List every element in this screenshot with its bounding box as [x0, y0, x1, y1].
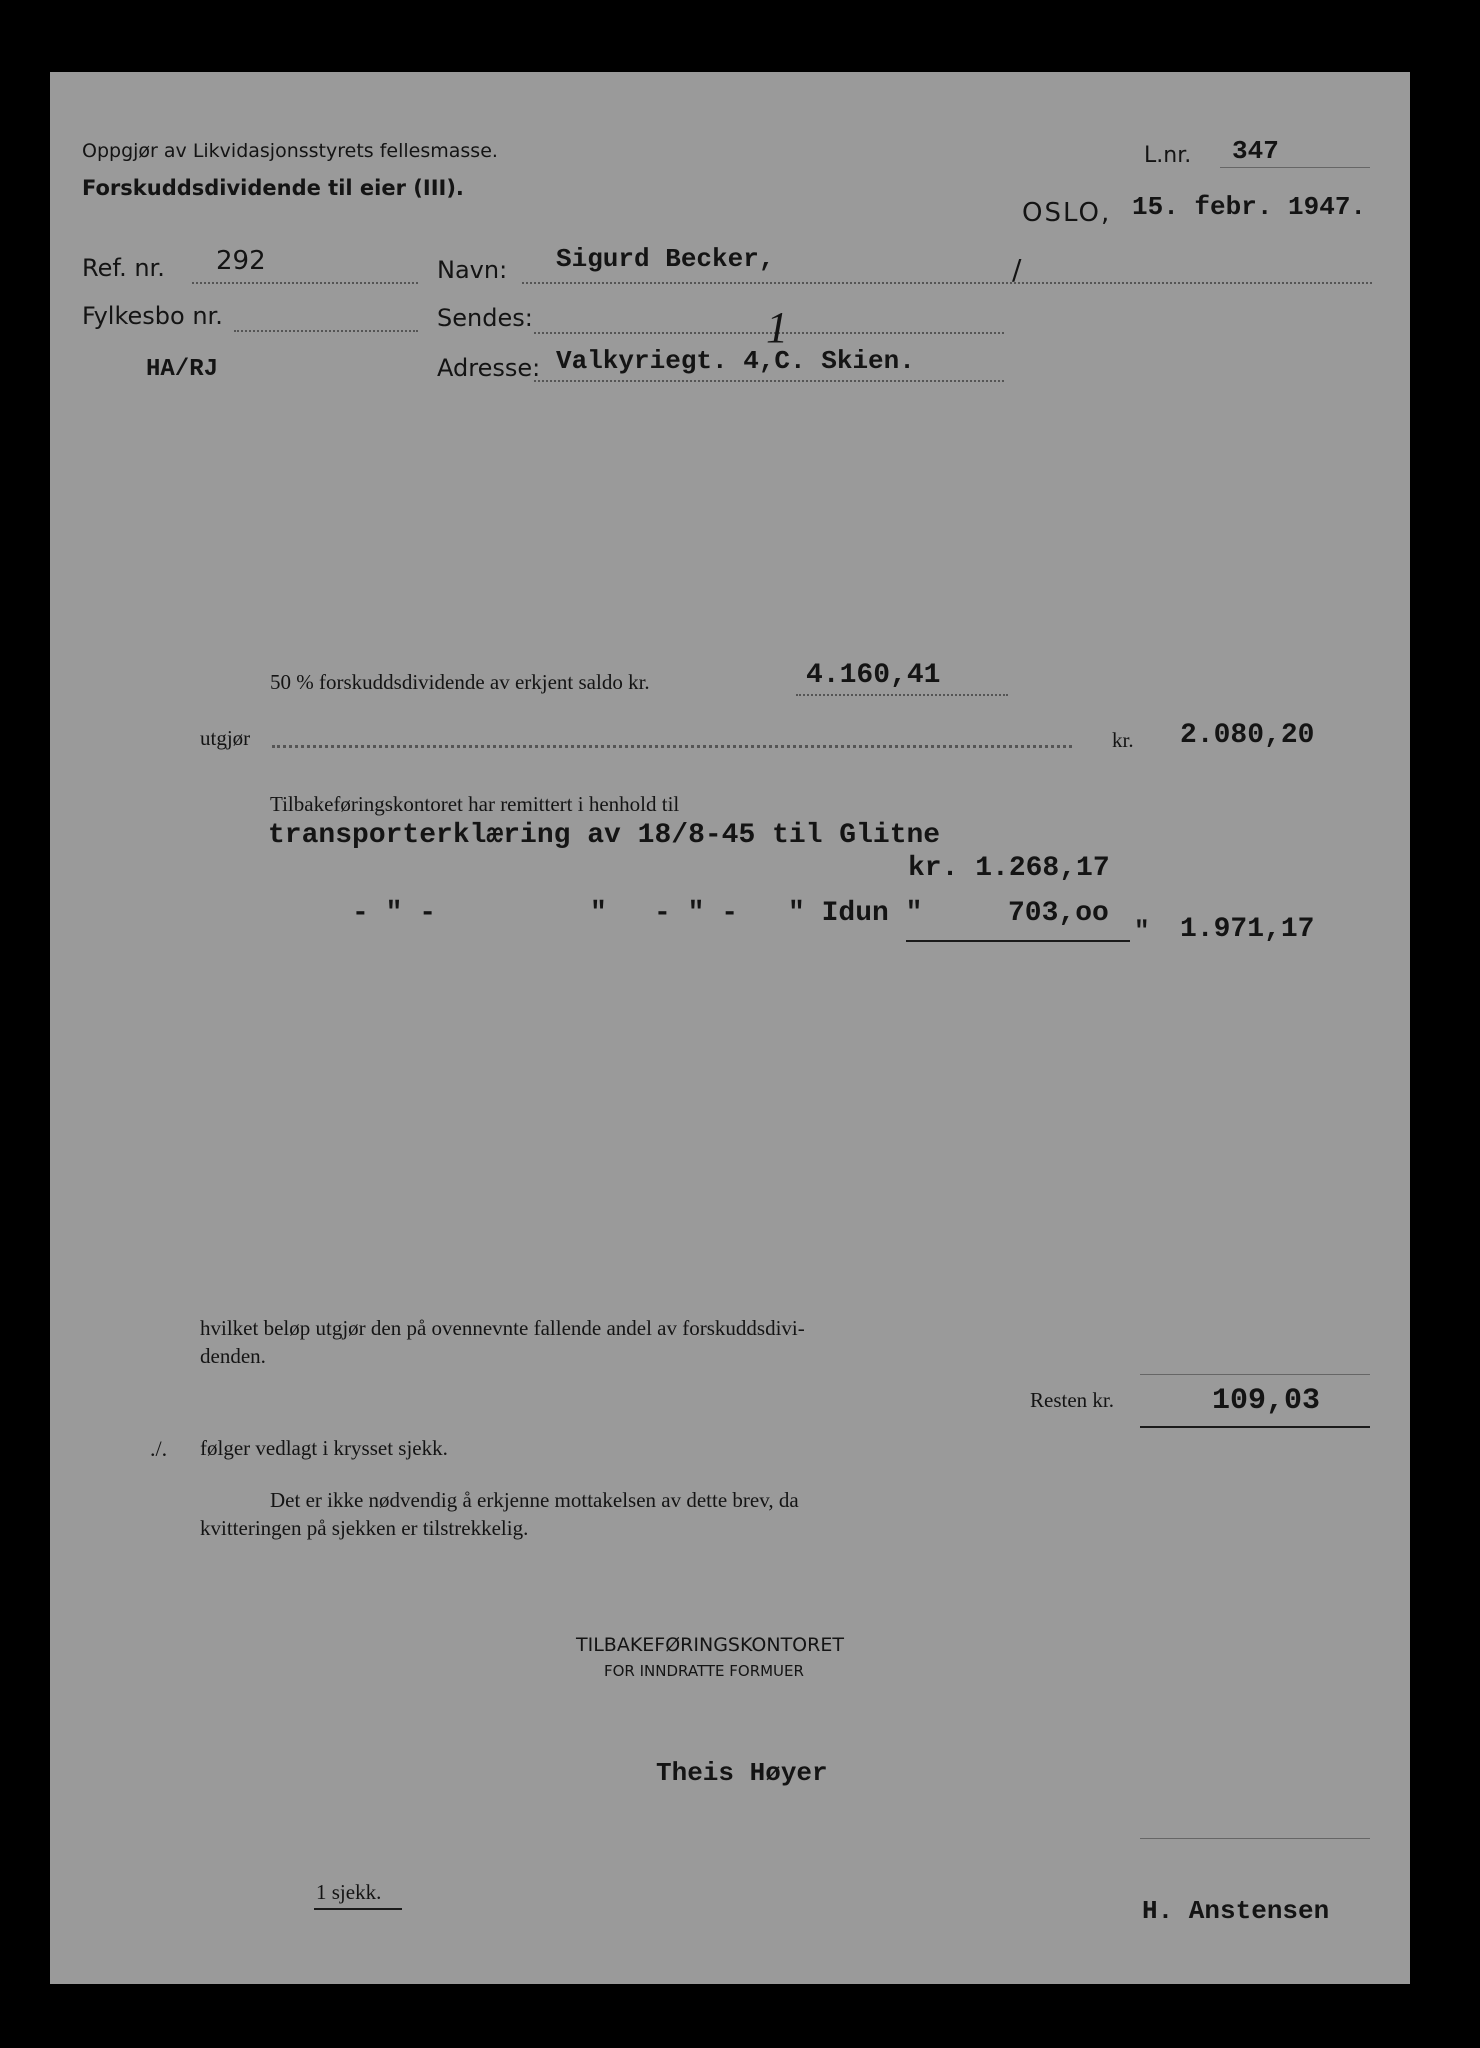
office-name: TILBAKEFØRINGSKONTORET [576, 1634, 844, 1656]
attachment-underline [314, 1908, 402, 1910]
ref-dots [192, 282, 418, 284]
fylkesbo-dots [234, 330, 418, 332]
remit-line2: transporterklæring av 18/8-45 til Glitne [268, 820, 941, 851]
signer-1: Theis Høyer [656, 1758, 828, 1788]
lnr-line [1220, 167, 1370, 168]
saldo-text: 50 % forskuddsdividende av erkjent saldo kr. [270, 670, 650, 694]
office-subtitle: FOR INNDRATTE FORMUER [604, 1662, 804, 1680]
resten-value: 109,03 [1212, 1384, 1321, 1418]
remit-line1: Tilbakeføringskontoret har remittert i henhold til [270, 792, 680, 816]
slash-mark: / [1012, 253, 1022, 286]
resten-label: Resten kr. [1030, 1388, 1114, 1412]
resten-top-rule [1140, 1374, 1370, 1375]
resten-rule [1140, 1426, 1370, 1428]
utgjor-leader [272, 745, 1072, 748]
fylkesbo-label: Fylkesbo nr. [82, 302, 223, 330]
adresse-label: Adresse: [437, 354, 541, 382]
navn-label: Navn: [437, 256, 508, 284]
ditto-mark-3: - " - [654, 898, 739, 929]
enclosure-mark: ./. [150, 1436, 168, 1461]
navn-value: Sigurd Becker, [556, 244, 775, 274]
utgjor-kr: kr. [1112, 728, 1134, 752]
navn-dots [522, 282, 1372, 284]
adresse-value: Valkyriegt. 4,C. Skien. [556, 346, 915, 376]
adresse-dots [534, 380, 1004, 382]
enclosed-text: følger vedlagt i krysset sjekk. [200, 1436, 448, 1460]
para-line1: hvilket beløp utgjør den på ovennevnte fallende andel av forskuddsdivi- [200, 1316, 805, 1340]
saldo-dots [796, 694, 1008, 696]
place-label: OSLO, [1022, 198, 1112, 228]
ditto-idun: " Idun " [788, 898, 923, 929]
ditto-mark-4: " [1134, 916, 1150, 946]
signature-line [1140, 1838, 1370, 1839]
ditto-mark-1: - " - [352, 898, 437, 929]
remit-total: 1.971,17 [1180, 914, 1315, 945]
utgjor-value: 2.080,20 [1180, 720, 1315, 751]
subtotal-rule [906, 940, 1130, 942]
glitne-amount: kr. 1.268,17 [908, 853, 1110, 884]
para-line2: denden. [200, 1344, 266, 1368]
attachment-note: 1 sjekk. [316, 1880, 382, 1904]
note-line2: kvitteringen på sjekken er tilstrekkelig. [200, 1516, 529, 1540]
signer-2: H. Anstensen [1142, 1896, 1330, 1926]
handwritten-correction: 1 [766, 303, 788, 352]
header-subtitle: Forskuddsdividende til eier (III). [82, 176, 464, 200]
lnr-label: L.nr. [1144, 143, 1192, 168]
ditto-mark-2: " [590, 898, 607, 929]
letter-date: 15. febr. 1947. [1132, 192, 1367, 222]
initials: HA/RJ [146, 356, 219, 383]
ref-value: 292 [216, 246, 266, 276]
sendes-label: Sendes: [437, 304, 533, 332]
header-title: Oppgjør av Likvidasjonsstyrets fellesmasse. [82, 140, 498, 162]
utgjor-label: utgjør [200, 726, 251, 750]
idun-amount: 703,oo [1008, 898, 1109, 929]
note-line1: Det er ikke nødvendig å erkjenne mottakelsen av dette brev, da [270, 1488, 799, 1512]
lnr-value: 347 [1232, 136, 1279, 166]
ref-label: Ref. nr. [82, 254, 165, 282]
saldo-value: 4.160,41 [806, 660, 941, 691]
